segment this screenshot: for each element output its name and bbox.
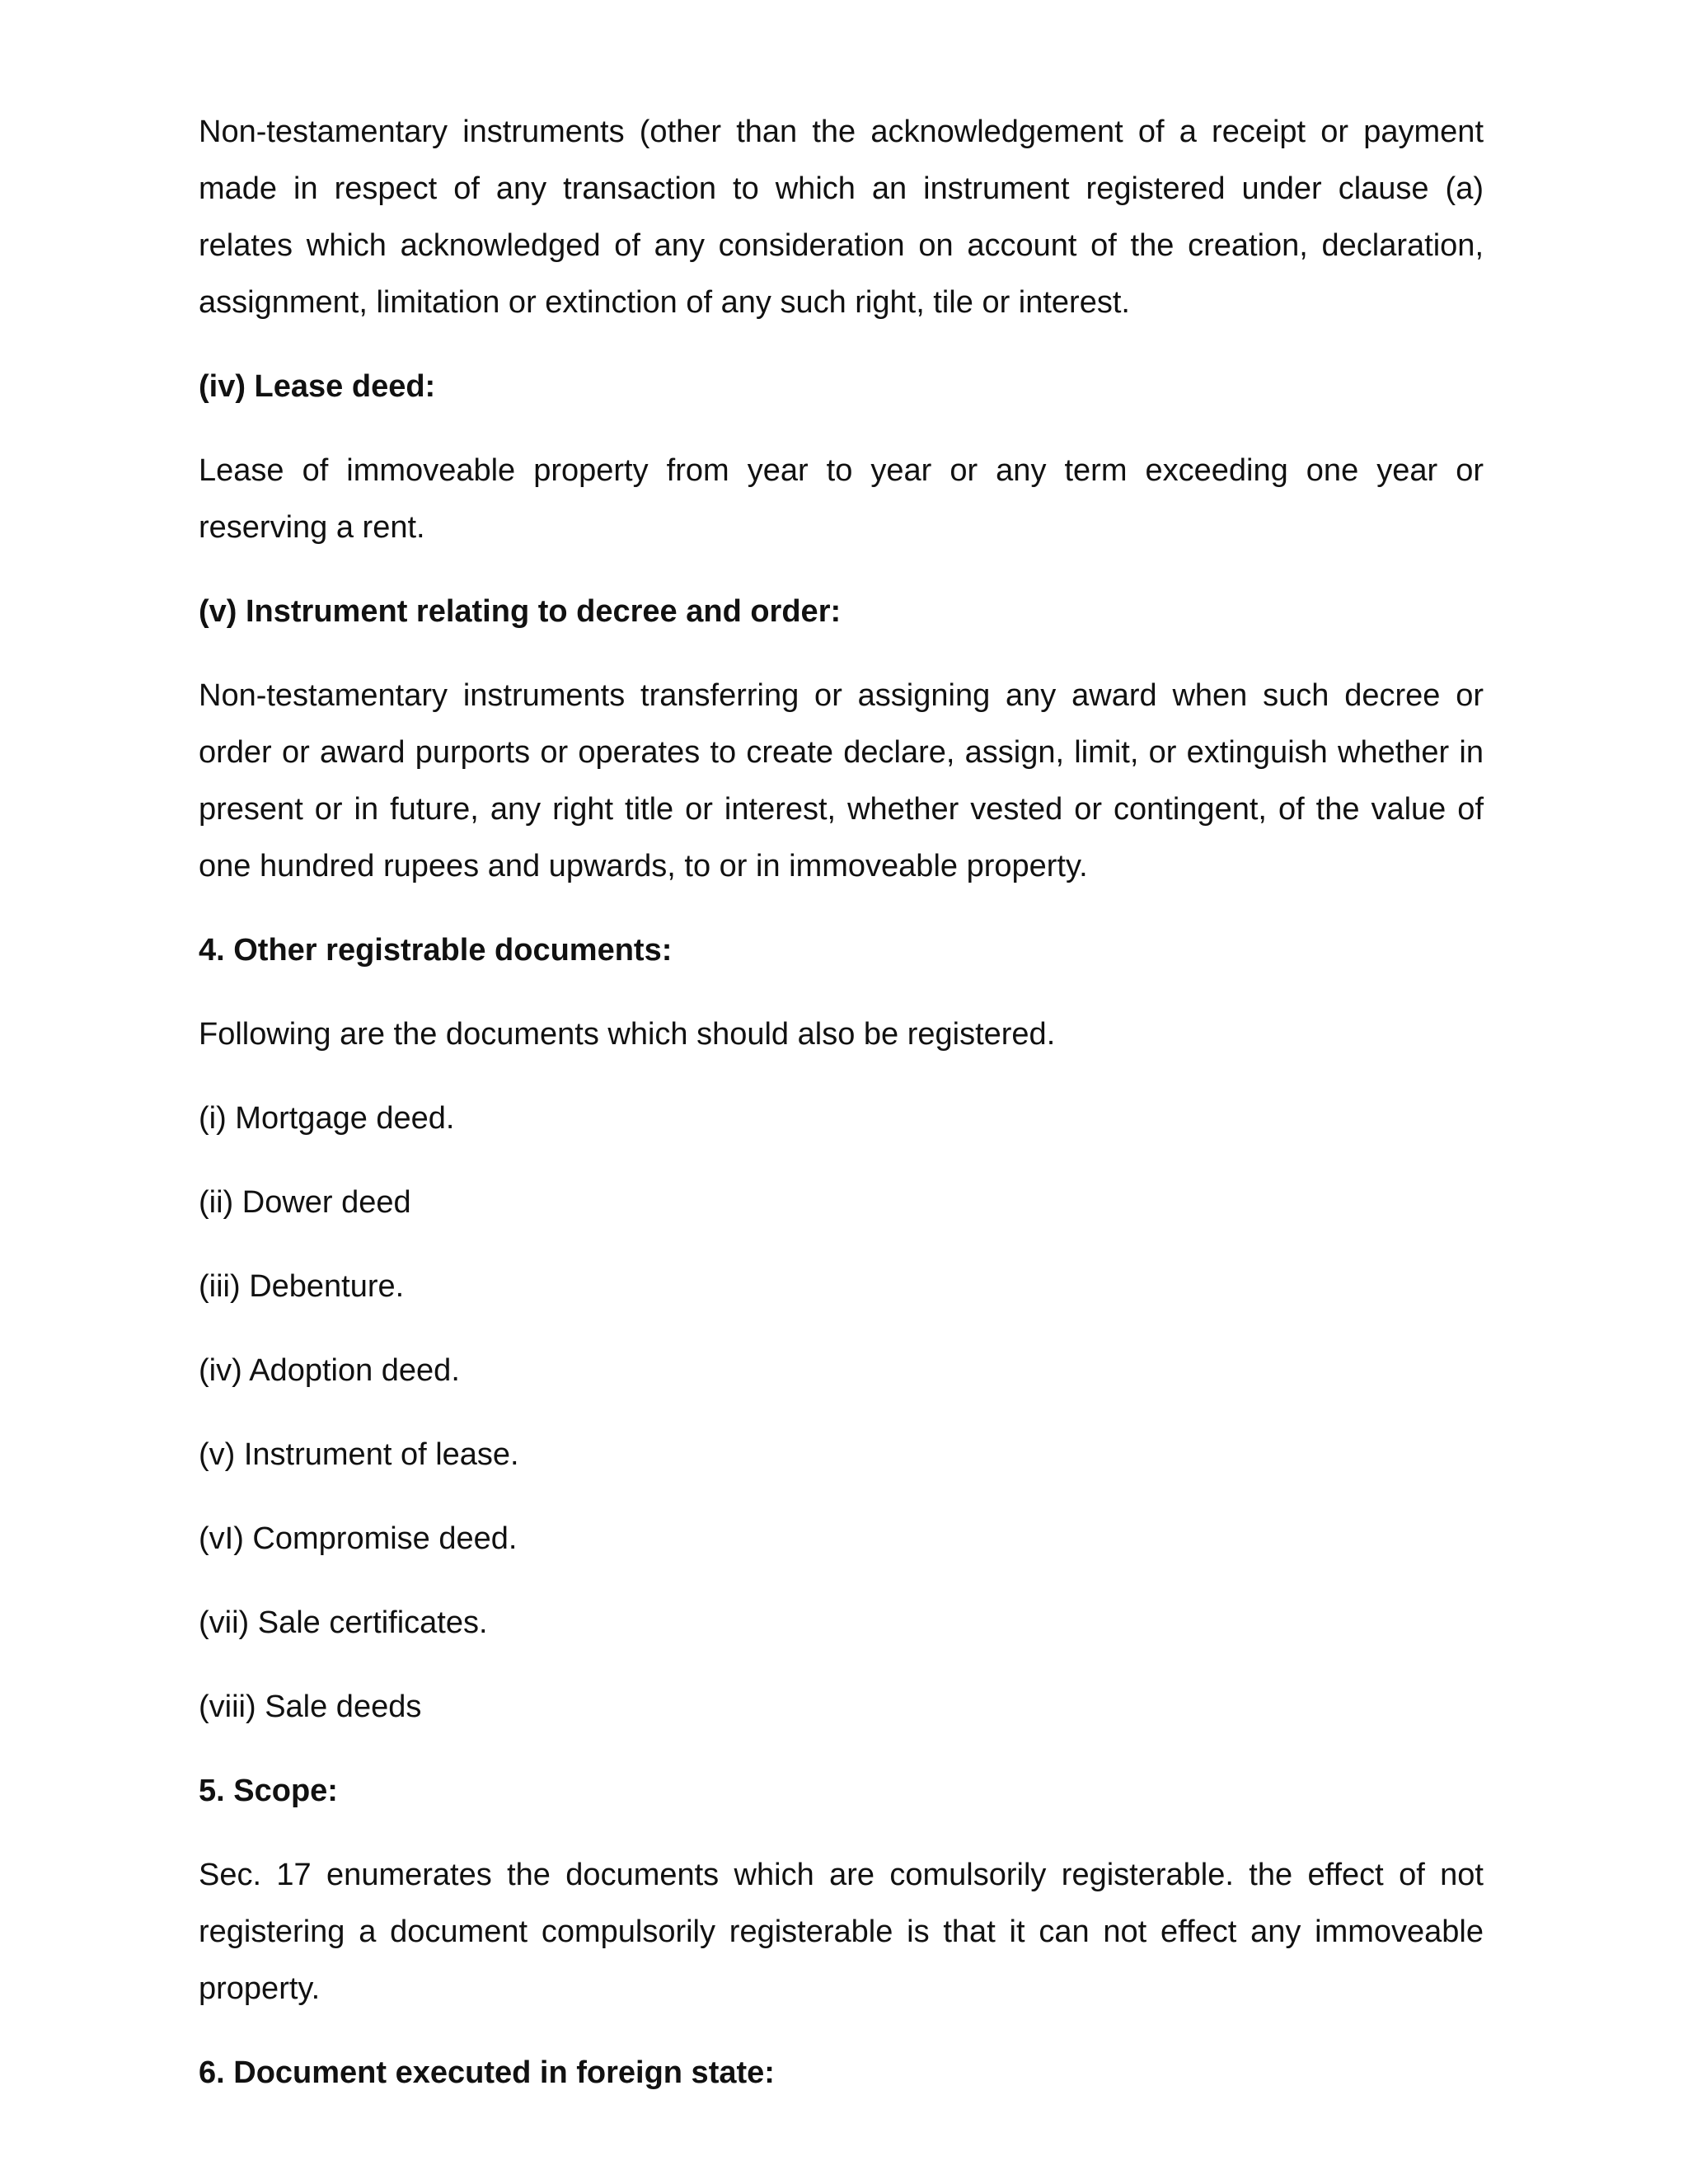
heading-other-registrable: 4. Other registrable documents:	[199, 933, 673, 968]
list-item: (viii) Sale deeds	[199, 1690, 422, 1724]
paragraph-other-registrable: Following are the documents which should also be registered.	[199, 1017, 1056, 1052]
list-item: (i) Mortgage deed.	[199, 1101, 455, 1136]
list-item: (v) Instrument of lease.	[199, 1437, 519, 1472]
heading-lease-deed: (iv) Lease deed:	[199, 369, 436, 404]
paragraph-scope: Sec. 17 enumerates the documents which are comulsorily registerable. the effect of not registering a document compulsorily registerable is that it can not effect any immoveable property.	[199, 1858, 1484, 2006]
list-item: (iii) Debenture.	[199, 1269, 405, 1304]
paragraph-decree-order: Non-testamentary instruments transferring or assigning any award when such decree or order or award purports or operates to create declare, assign, limit, or extinguish whether in present or in future, any right title or interest, whether vested or contingent, of the value of one hundred rupees and upwards, to or in immoveable property.	[199, 678, 1484, 883]
registrable-documents-list	[199, 1090, 1484, 1736]
list-item: (vI) Compromise deed.	[199, 1521, 518, 1556]
document-body	[199, 104, 1484, 2129]
heading-scope: 5. Scope:	[199, 1774, 338, 1808]
list-item: (ii) Dower deed	[199, 1185, 411, 1220]
heading-foreign-state: 6. Document executed in foreign state:	[199, 2055, 775, 2090]
paragraph-non-testamentary: Non-testamentary instruments (other than the acknowledgement of a receipt or payment made in respect of any transaction to which an instrument registered under clause (a) relates which acknowledged of any consideration on account of the creation, declaration, assignment, limitation or extinction of any such right, tile or interest.	[199, 115, 1484, 320]
list-item: (iv) Adoption deed.	[199, 1353, 460, 1388]
paragraph-lease-deed: Lease of immoveable property from year to year or any term exceeding one year or reserving a rent.	[199, 453, 1484, 545]
heading-decree-order: (v) Instrument relating to decree and order:	[199, 594, 842, 629]
list-item: (vii) Sale certificates.	[199, 1605, 488, 1640]
